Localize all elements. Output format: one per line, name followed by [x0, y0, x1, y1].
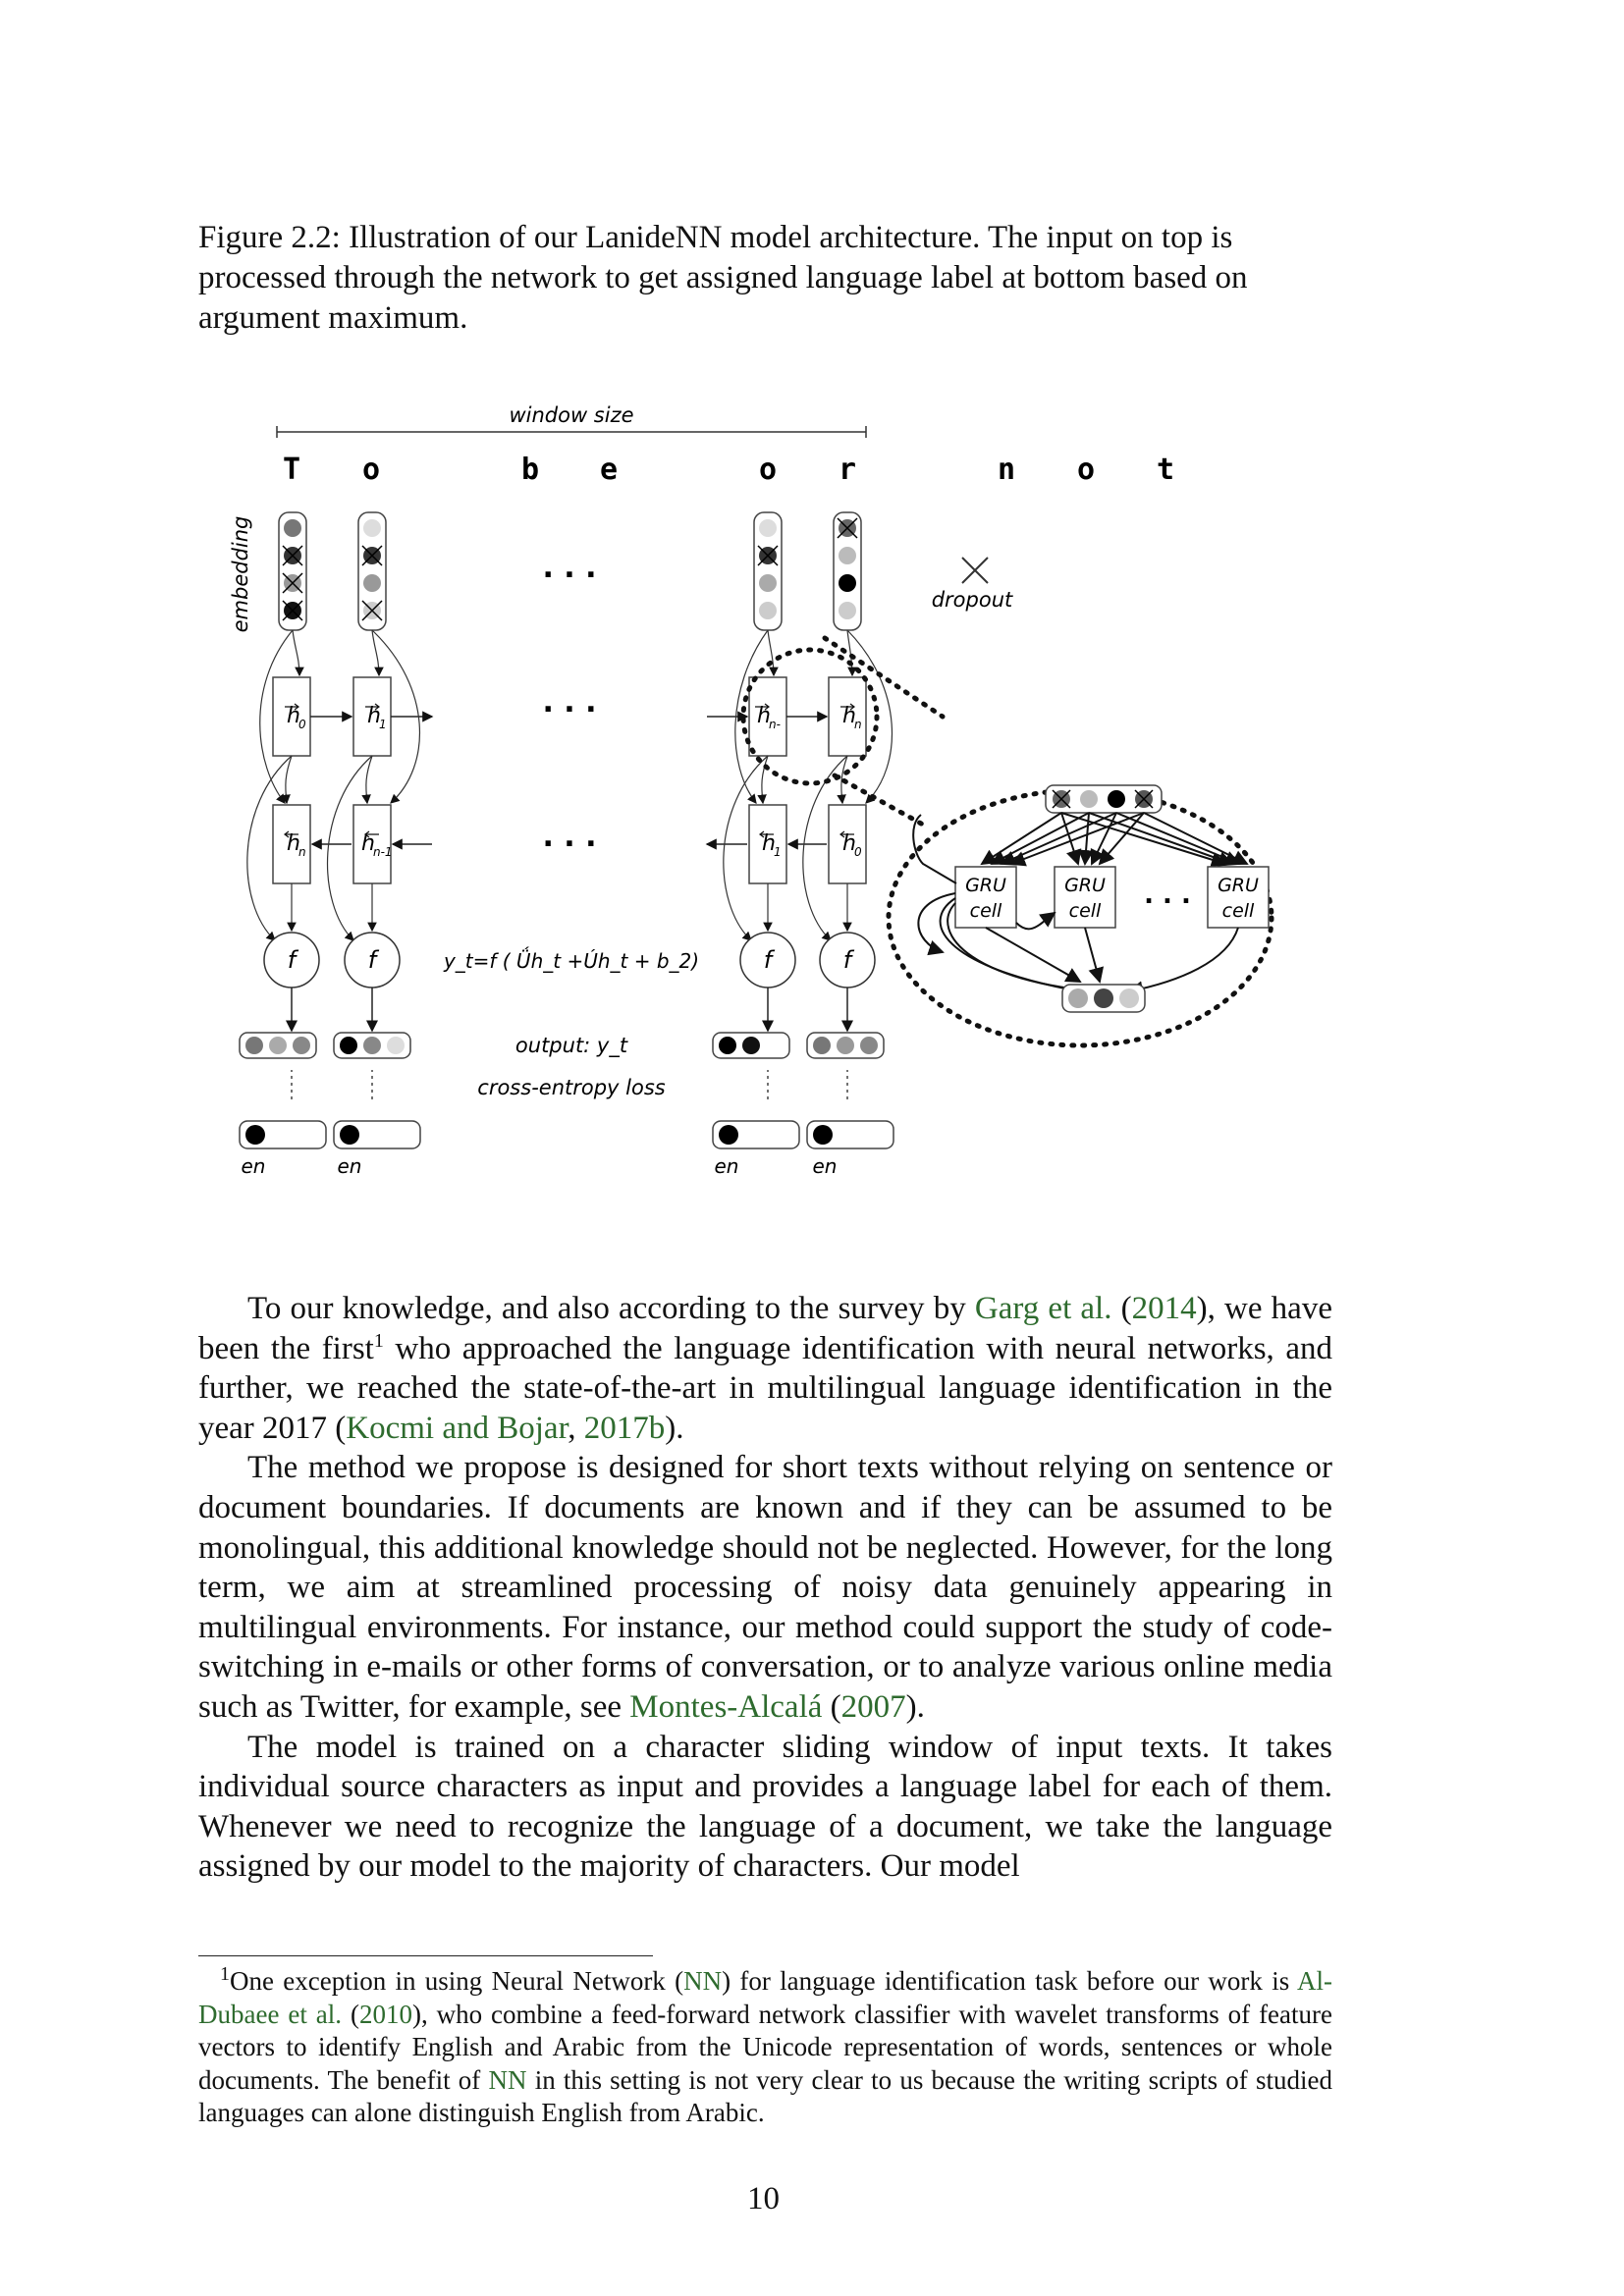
ellipsis: . . .: [542, 551, 597, 585]
backward-state-n-1: [353, 805, 393, 883]
citation-link[interactable]: 2010: [358, 1999, 412, 2029]
gru-cell-2: [1055, 867, 1115, 928]
acronym-link[interactable]: NN: [488, 2064, 527, 2095]
citation-link[interactable]: 2014: [1131, 1291, 1197, 1326]
architecture-diagram: [196, 393, 1326, 1198]
citation-link[interactable]: 2007: [840, 1688, 906, 1725]
input-char: t: [1156, 453, 1175, 487]
paragraph: The method we propose is designed for short texts without relying on sentence or document boundaries. If documents are known and if they can be assumed to be monolingual, this additional knowledge should not be neglected. However, for the long term, we aim at streamlined processing of noisy data genuinely appearing in multilingual environments. For instance, our method could support the study of code-switching in e-mails or other forms of conversation, or to analyze various online media such as Twitter, for example, see Montes-Alcalá (2007).: [198, 1450, 1332, 1725]
svg-text:cell: cell: [1221, 900, 1255, 922]
gru-cell-1: [955, 867, 1016, 928]
svg-text:n: n: [298, 845, 306, 859]
output-vector-3: [713, 1033, 789, 1058]
forward-state-1: [353, 677, 391, 756]
svg-text:n-: n-: [769, 718, 781, 731]
ellipsis: . . .: [542, 685, 597, 720]
citation-link[interactable]: Kocmi and Bojar: [346, 1410, 568, 1446]
ellipsis: . . .: [1144, 881, 1191, 910]
svg-text:cell: cell: [969, 900, 1002, 922]
f-node-2: [345, 933, 400, 988]
window-size-bracket: [277, 403, 866, 438]
dropout-legend: [932, 558, 1013, 612]
citation-link[interactable]: Garg et al.: [974, 1291, 1112, 1326]
lang-label: en: [241, 1154, 266, 1178]
ellipsis: . . .: [542, 820, 597, 854]
target-vector-3: [713, 1121, 799, 1178]
citation-link[interactable]: Montes-Alcalá: [629, 1688, 823, 1725]
footnote-number: 1: [220, 1963, 230, 1985]
body-text: [198, 1289, 1332, 1887]
svg-text:h: h: [842, 831, 856, 856]
svg-text:1: 1: [774, 845, 782, 859]
svg-text:h: h: [762, 831, 776, 856]
input-char: o: [361, 453, 381, 487]
svg-text:n: n: [854, 718, 862, 731]
dropout-label: dropout: [931, 588, 1013, 612]
output-formula: y_t=f ( Ǘh_t +Úh_t + b_2): [443, 949, 700, 973]
target-vector-4: [807, 1121, 893, 1178]
acronym-link[interactable]: NN: [683, 1966, 723, 1996]
gru-cell-3: [1208, 867, 1269, 928]
svg-text:h: h: [287, 831, 300, 856]
input-characters: [283, 453, 1174, 487]
output-vector-4: [807, 1033, 884, 1058]
page-number: 10: [747, 2181, 780, 2216]
lang-label: en: [812, 1154, 838, 1178]
svg-text:n-1: n-1: [373, 845, 393, 859]
backward-state-0: [829, 805, 866, 883]
citation-link[interactable]: Al-Dubaee et al.: [198, 1966, 1332, 2029]
target-vector-2: [334, 1121, 420, 1178]
f-node-3: [740, 933, 795, 988]
forward-state-n: [829, 677, 866, 756]
svg-text:h: h: [361, 831, 375, 856]
input-char: o: [758, 453, 778, 487]
figure-caption: Figure 2.2: Illustration of our LanideNN model architecture. The input on top is processed through the network to get assigned language label at bottom based on argument maximum.: [198, 220, 1248, 336]
window-size-label: window size: [509, 403, 634, 427]
svg-text:GRU: GRU: [965, 875, 1006, 896]
input-char: o: [1076, 453, 1096, 487]
input-char: e: [599, 453, 619, 487]
forward-state-0: [273, 677, 310, 756]
svg-text:0: 0: [854, 845, 862, 859]
svg-text:GRU: GRU: [1064, 875, 1106, 896]
output-vector-1: [240, 1033, 316, 1058]
paragraph: To our knowledge, and also according to the survey by Garg et al. (2014), we have been the first$^1$ who approached the language identification with neural networks, and further, we reached the state-of-the-art in multilingual language identification in the year 2017 (Kocmi and Bojar, 2017b).: [198, 1291, 1332, 1446]
input-char: T: [282, 453, 301, 487]
embedding-column-2: [358, 512, 386, 630]
embedding-column-1: [279, 512, 306, 630]
embedding-label: embedding: [229, 515, 252, 633]
embedding-column-3: [754, 512, 782, 630]
svg-text:1: 1: [379, 718, 387, 731]
svg-text:0: 0: [298, 718, 306, 731]
svg-text:f: f: [367, 946, 377, 974]
input-char: r: [838, 453, 857, 487]
svg-text:f: f: [842, 946, 852, 974]
f-node-1: [264, 933, 319, 988]
output-label: output: y_t: [514, 1034, 628, 1057]
footnote: $^1$One exception in using Neural Network (NN) for language identification task before our work is Al-Dubaee et al. (2010), who combine a feed-forward network classifier with wavelet transforms of feature vectors to identify English and Arabic from the Unicode representation of words, sentences or whole documents. The benefit of NN in this setting is not very clear to us because the writing scripts of studied languages can alone distinguish English from Arabic.: [198, 1963, 1333, 2127]
forward-state-n-minus: [749, 677, 786, 756]
lang-label: en: [714, 1154, 739, 1178]
svg-text:h: h: [287, 704, 300, 728]
footnote-marker[interactable]: 1: [373, 1329, 384, 1352]
paragraph: The model is trained on a character sliding window of input texts. It takes individual source characters as input and provides a language label for each of them. Whenever we need to recognize the language of a document, we take the language assigned by our model to the majority of characters. Our model: [198, 1729, 1332, 1885]
output-vector-2: [334, 1033, 410, 1058]
input-char: n: [997, 453, 1016, 487]
lang-label: en: [337, 1154, 362, 1178]
gru-detail: [889, 785, 1272, 1045]
loss-label: cross-entropy loss: [477, 1076, 666, 1099]
target-vector-1: [240, 1121, 326, 1178]
citation-link[interactable]: 2017b: [583, 1410, 666, 1446]
svg-text:h: h: [842, 704, 856, 728]
backward-state-1: [749, 805, 786, 883]
svg-text:f: f: [287, 946, 297, 974]
input-char: b: [520, 453, 540, 487]
f-node-4: [820, 933, 875, 988]
svg-text:f: f: [763, 946, 773, 974]
svg-text:h: h: [367, 704, 381, 728]
embedding-column-4: [834, 512, 861, 630]
backward-state-n: [273, 805, 310, 883]
svg-text:h: h: [757, 704, 771, 728]
svg-text:cell: cell: [1068, 900, 1102, 922]
svg-text:GRU: GRU: [1218, 875, 1259, 896]
footnote-rule: [198, 1955, 653, 1956]
